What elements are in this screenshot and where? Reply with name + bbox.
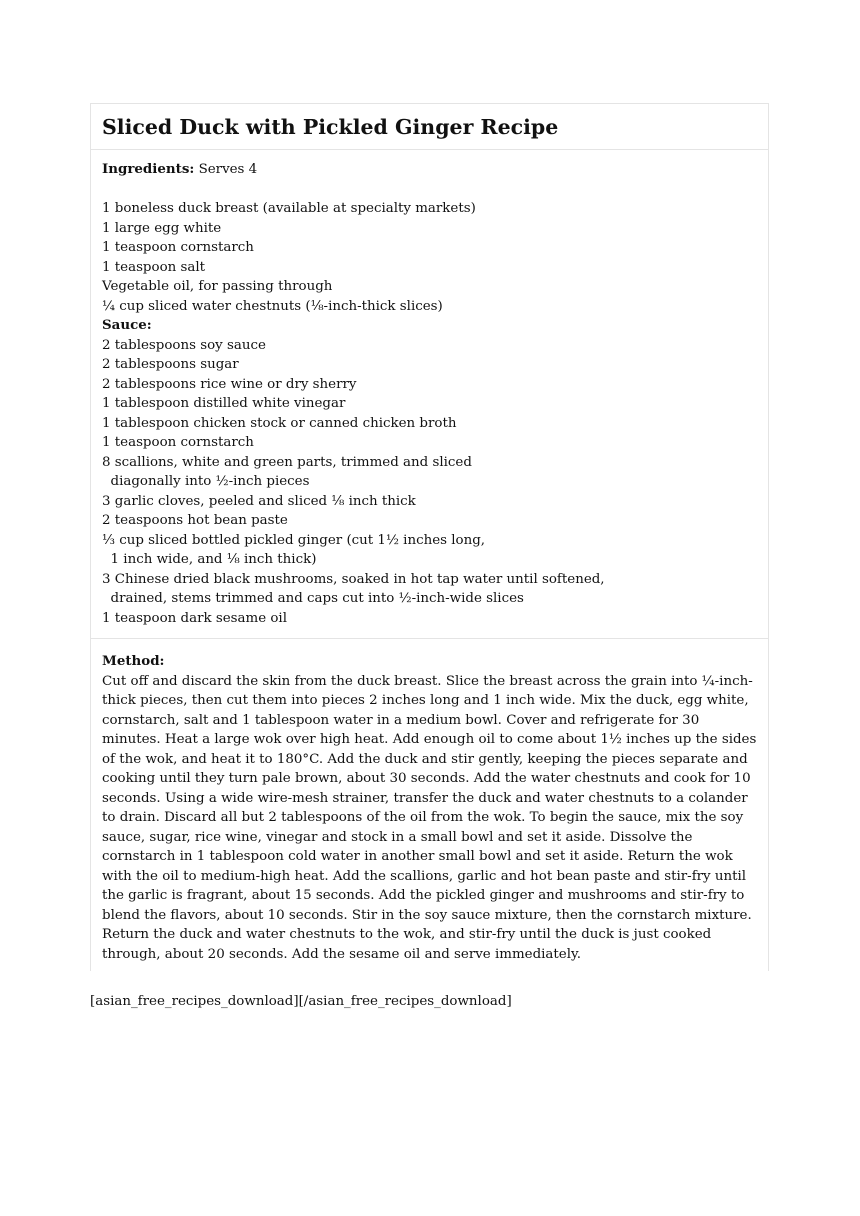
sauce-item: 2 teaspoons hot bean paste — [102, 513, 288, 528]
ingredient-list — [102, 199, 757, 316]
sauce-item: 2 tablespoons rice wine or dry sherry — [102, 376, 357, 392]
sauce-item: 3 garlic cloves, peeled and sliced ⅛ inch thick — [102, 493, 416, 509]
sauce-item: 3 Chinese dried black mushrooms, soaked in hot tap water until softened, — [102, 571, 605, 587]
recipe-title: Sliced Duck with Pickled Ginger Recipe — [102, 115, 559, 139]
method-heading: Method: — [102, 653, 165, 669]
sauce-item: 1 teaspoon cornstarch — [102, 435, 254, 450]
sauce-item: 2 tablespoons soy sauce — [102, 337, 266, 353]
method-text: Cut off and discard the skin from the duck breast. Slice the breast across the grain into ¼-inch-thick pieces, then cut them into pieces 2 inches long and 1 inch wide. Mix the duck, egg white, cornstarch, salt and 1 tablespoon water in a medium bowl. Cover and refrigerate for 30 minutes. Heat a large wok over high heat. Add enough oil to come about 1½ inches up the sides of the wok, and heat it to 180°C. Add the duck and stir gently, keeping the pieces separate and cooking until they turn pale brown, about 30 seconds. Add the water chestnuts and cook for 10 seconds. Using a wide wire-mesh strainer, transfer the duck and water chestnuts to a colander to drain. Discard all but 2 tablespoons of the oil from the wok. To begin the sauce, mix the soy sauce, sugar, rice wine, vinegar and stock in a small bowl and set it aside. Dissolve the cornstarch in 1 tablespoon cold water in another small bowl and set it aside. Return the wok with the oil to medium-high heat. Add the scallions, garlic and hot bean paste and stir-fry until the garlic is fragrant, about 15 seconds. Add the pickled ginger and mushrooms and stir-fry to blend the flavors, about 10 seconds. Stir in the soy sauce mixture, then the cornstarch mixture. Return the duck and water chestnuts to the wok, and stir-fry until the duck is just cooked through, about 20 seconds. Add the sesame oil and serve immediately. — [102, 673, 757, 962]
sauce-item: 8 scallions, white and green parts, trimmed and sliced — [102, 454, 472, 470]
sauce-item: 1 tablespoon distilled white vinegar — [102, 396, 346, 411]
sauce-item: ⅓ cup sliced bottled pickled ginger (cut 1½ inches long, — [102, 532, 486, 548]
ingredients-label: Ingredients: — [102, 161, 195, 177]
sauce-heading: Sauce: — [102, 317, 152, 333]
ingredient-item: 1 large egg white — [102, 220, 222, 236]
download-shortcode: [asian_free_recipes_download][/asian_free_recipes_download] — [90, 994, 512, 1009]
spacer — [102, 180, 757, 200]
sauce-item: drained, stems trimmed and caps cut into ½-inch-wide slices — [102, 591, 524, 606]
ingredients-section — [91, 150, 768, 639]
recipe-card — [90, 103, 769, 971]
sauce-item: 1 inch wide, and ⅛ inch thick) — [102, 552, 317, 567]
ingredient-item: ¼ cup sliced water chestnuts (⅛-inch-thick slices) — [102, 298, 443, 314]
ingredients-heading — [102, 160, 757, 180]
ingredient-item: 1 teaspoon salt — [102, 259, 206, 275]
ingredient-item: Vegetable oil, for passing through — [102, 279, 333, 294]
sauce-item: 2 tablespoons sugar — [102, 357, 239, 372]
recipe-title-bar — [91, 104, 768, 150]
sauce-item: 1 teaspoon dark sesame oil — [102, 610, 287, 626]
sauce-item: diagonally into ½-inch pieces — [102, 474, 310, 489]
serves-text: Serves 4 — [194, 162, 258, 177]
sauce-item: 1 tablespoon chicken stock or canned chicken broth — [102, 415, 457, 431]
method-section — [91, 639, 768, 964]
sauce-list — [102, 336, 757, 629]
ingredient-item: 1 teaspoon cornstarch — [102, 240, 254, 255]
ingredient-item: 1 boneless duck breast (available at specialty markets) — [102, 201, 476, 216]
